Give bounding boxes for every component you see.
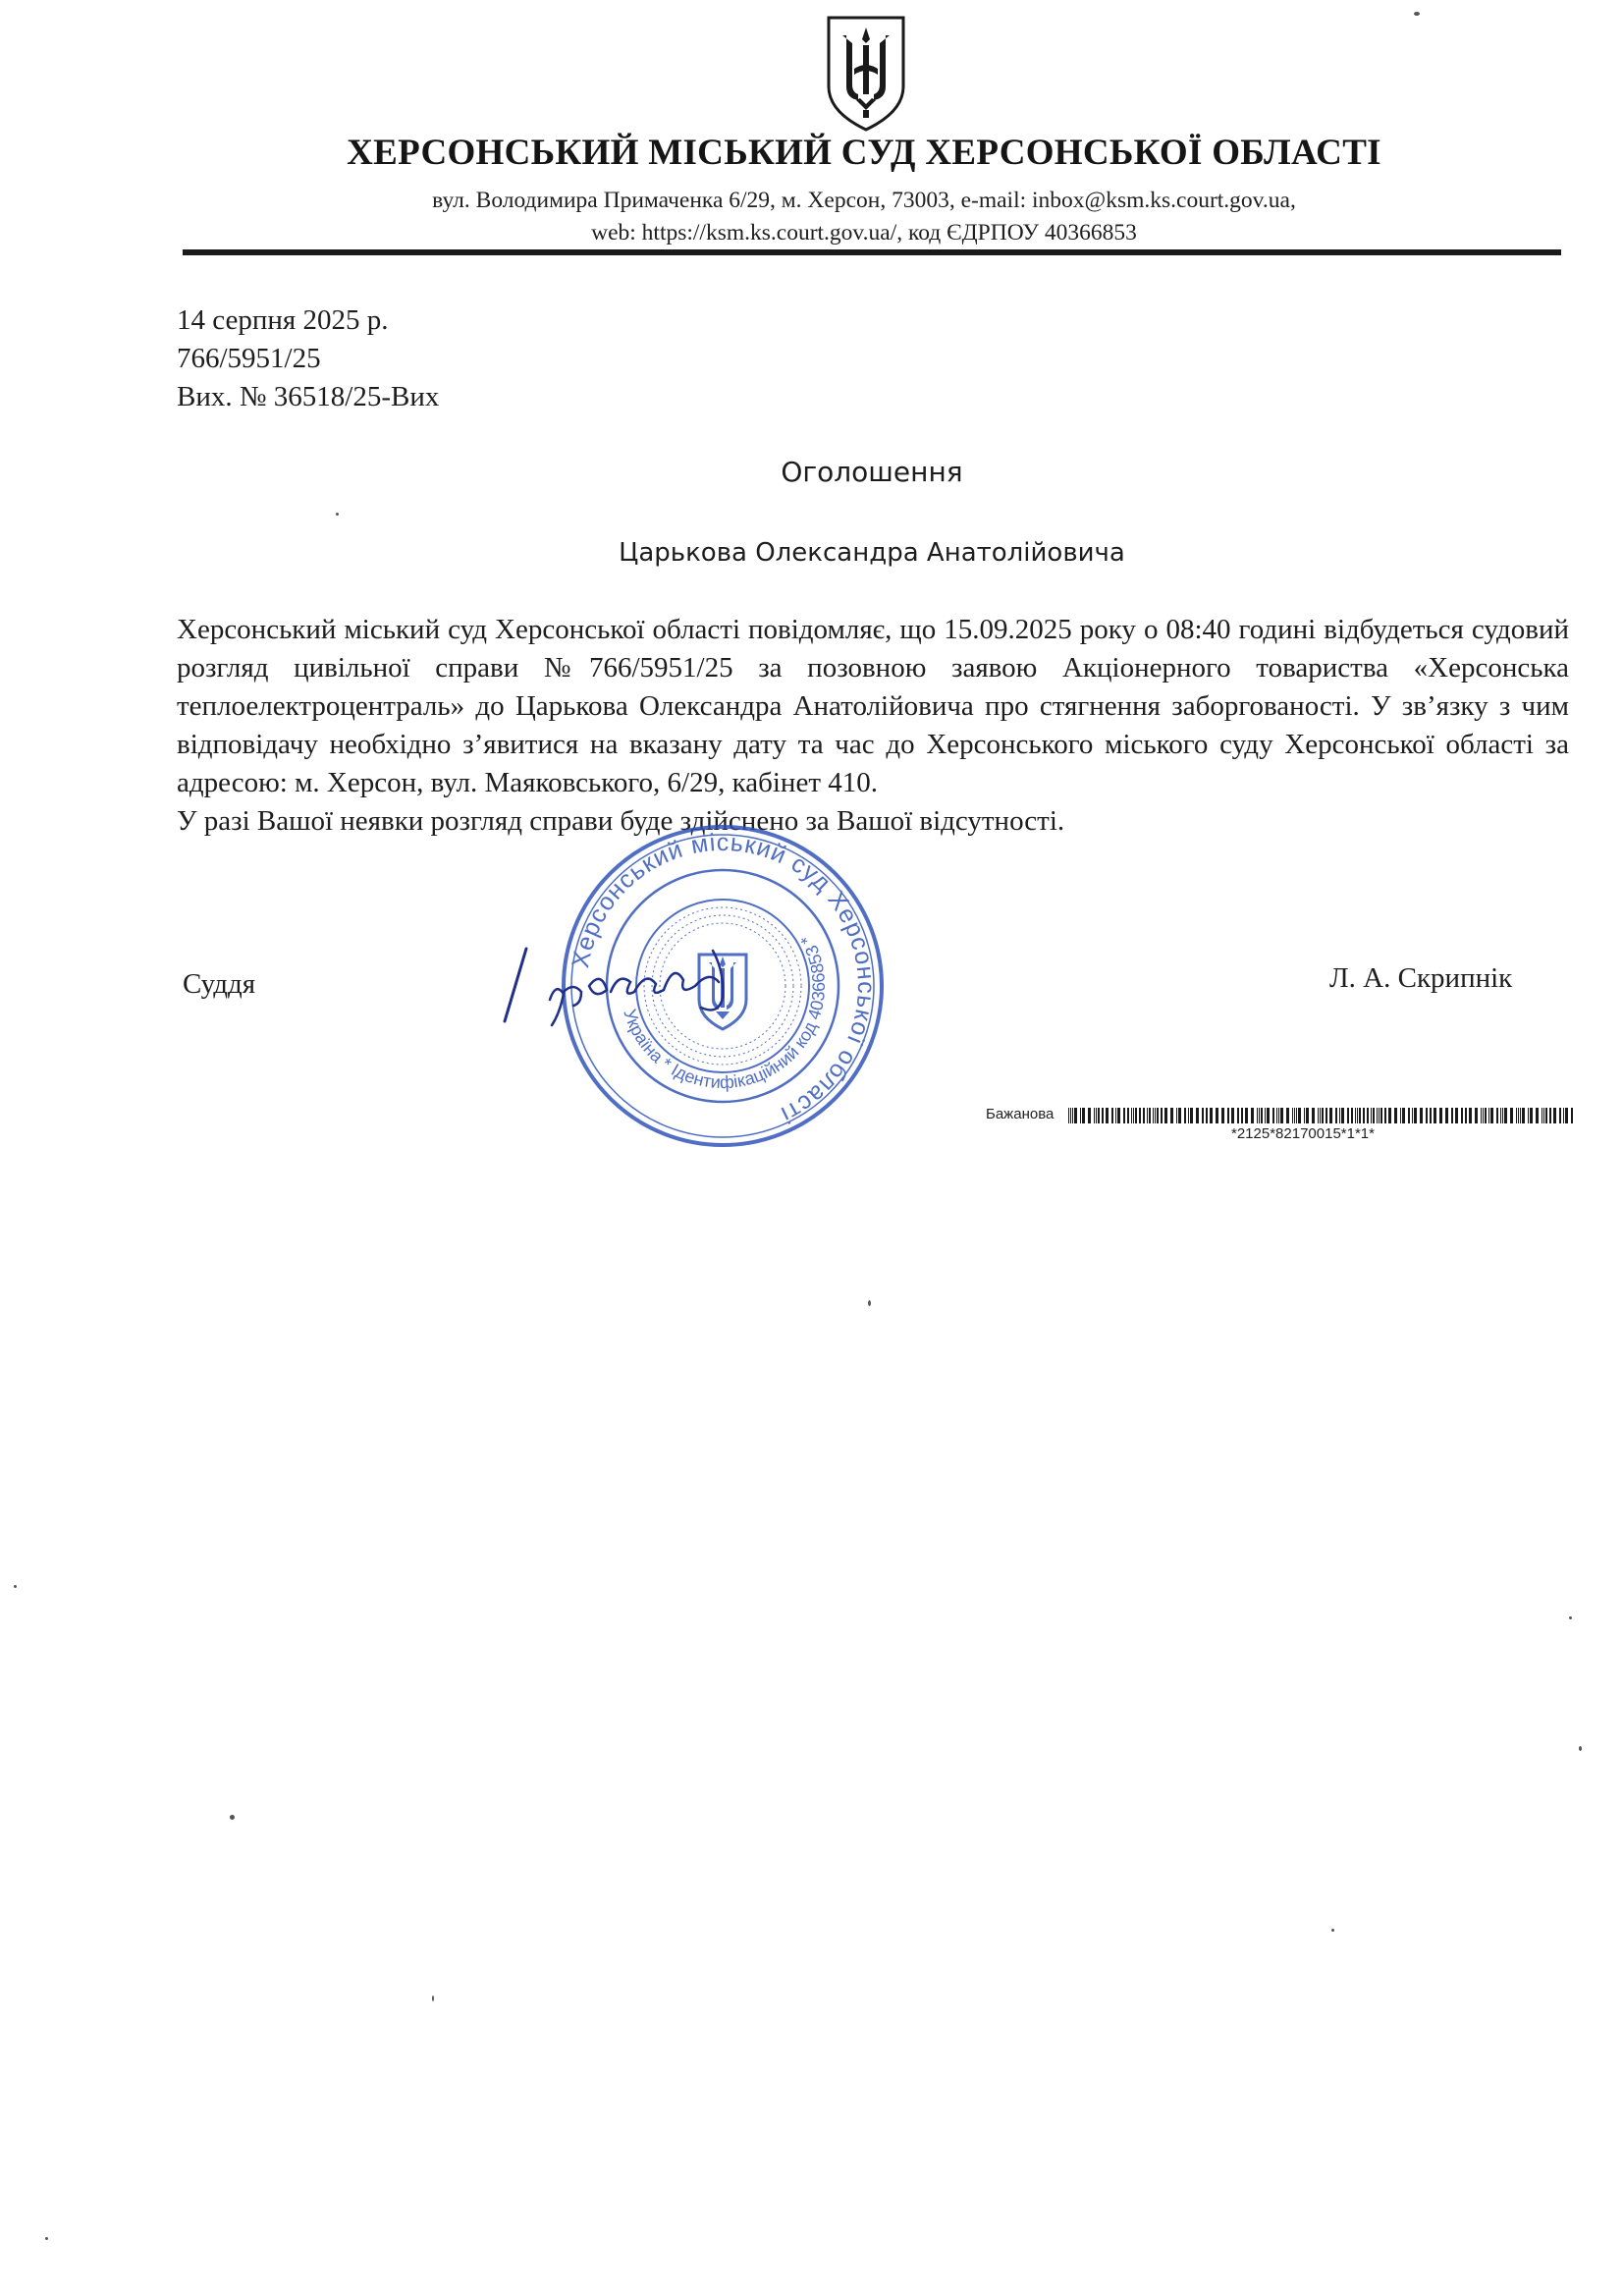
barcode-bar	[1147, 1108, 1148, 1123]
barcode-bar	[1469, 1108, 1472, 1123]
barcode-bar	[1261, 1108, 1263, 1123]
document-title: Оголошення	[781, 456, 963, 488]
barcode-bar	[1265, 1108, 1266, 1123]
barcode-bar	[1127, 1108, 1129, 1123]
barcode-bar	[1227, 1108, 1229, 1123]
barcode-bar	[1094, 1108, 1095, 1123]
barcode-bar	[1430, 1108, 1432, 1123]
outgoing-number: Вих. № 36518/25-Вих	[177, 381, 440, 412]
barcode-bar	[1339, 1108, 1340, 1123]
barcode-bar	[1318, 1108, 1319, 1123]
barcode-bar	[1123, 1108, 1125, 1123]
barcode-bar	[1322, 1108, 1324, 1123]
barcode-operator: Бажанова	[986, 1106, 1055, 1122]
barcode-bar	[1098, 1108, 1100, 1123]
barcode-bar	[1394, 1108, 1397, 1123]
barcode-bar	[1102, 1108, 1104, 1123]
barcode-bar	[1070, 1108, 1071, 1123]
barcode-bar	[1190, 1108, 1193, 1123]
barcode-bar	[1528, 1108, 1529, 1123]
barcode-bar	[1296, 1108, 1297, 1123]
judge-signature	[491, 943, 785, 1031]
scan-speck	[1414, 12, 1420, 16]
scan-speck	[336, 513, 339, 516]
barcode-bar	[1245, 1108, 1248, 1123]
barcode-bar	[1485, 1108, 1487, 1123]
barcode-bar	[1359, 1108, 1361, 1123]
barcode-bars	[1068, 1108, 1579, 1123]
barcode-bar	[1412, 1108, 1413, 1123]
barcode-bar	[1536, 1108, 1539, 1123]
document-meta	[177, 301, 439, 416]
barcode-bar	[1545, 1108, 1547, 1123]
notice-paragraph-2: У разі Вашої неявки розгляд справи буде здійснено за Вашої відсутності.	[177, 805, 1065, 837]
barcode-bar	[1231, 1108, 1234, 1123]
barcode-bar	[1496, 1108, 1498, 1123]
case-number: 766/5951/25	[177, 343, 321, 374]
barcode-bar	[1510, 1108, 1513, 1123]
scan-speck	[432, 1995, 434, 2001]
barcode-bar	[1351, 1108, 1353, 1123]
address-line-2: web: https://ksm.ks.court.gov.ua/, код ЄДРПОУ 40366853	[591, 220, 1137, 246]
barcode-bar	[1259, 1108, 1260, 1123]
barcode-bar	[1439, 1108, 1442, 1123]
barcode-bar	[1379, 1108, 1380, 1123]
barcode-bar	[1530, 1108, 1533, 1123]
barcode-bar	[1188, 1108, 1189, 1123]
barcode-bar	[1292, 1108, 1293, 1123]
barcode-bar	[1082, 1108, 1085, 1123]
barcode-bar	[1074, 1108, 1077, 1123]
barcode-bar	[1135, 1108, 1137, 1123]
judge-position-label: Суддя	[183, 968, 256, 1000]
barcode-bar	[1516, 1108, 1517, 1123]
barcode-bar	[1149, 1108, 1151, 1123]
barcode-bar	[1241, 1108, 1243, 1123]
barcode-bar	[1571, 1108, 1573, 1123]
barcode-bar	[1115, 1108, 1116, 1123]
scan-speck	[1579, 1746, 1582, 1751]
scan-speck	[14, 1585, 17, 1588]
barcode-bar	[1445, 1108, 1448, 1123]
barcode-bar	[1426, 1108, 1428, 1123]
barcode-bar	[1196, 1108, 1199, 1123]
barcode-bar	[1080, 1108, 1081, 1123]
barcode-bar	[1388, 1108, 1391, 1123]
barcode-bar	[1210, 1108, 1213, 1123]
barcode-bar	[1278, 1108, 1279, 1123]
barcode-bar	[1157, 1108, 1159, 1123]
barcode-bar	[1451, 1108, 1453, 1123]
barcode-bar	[1272, 1108, 1274, 1123]
barcode-bar	[1184, 1108, 1186, 1123]
barcode-bar	[1465, 1108, 1467, 1123]
barcode-bar	[1088, 1108, 1091, 1123]
barcode-bar	[1325, 1108, 1327, 1123]
barcode-bar	[1320, 1108, 1321, 1123]
barcode-bar	[1117, 1108, 1120, 1123]
barcode-bar	[1371, 1108, 1372, 1123]
barcode-bar	[1133, 1108, 1134, 1123]
barcode-bar	[1294, 1108, 1295, 1123]
coat-of-arms-icon	[823, 14, 909, 134]
barcode-bar	[1347, 1108, 1349, 1123]
barcode-bar	[1106, 1108, 1109, 1123]
barcode-bar	[1384, 1108, 1386, 1123]
barcode-bar	[1153, 1108, 1154, 1123]
barcode-bar	[1143, 1108, 1145, 1123]
barcode-bar	[1549, 1108, 1551, 1123]
court-address	[0, 185, 1623, 249]
barcode-bar	[1355, 1108, 1356, 1123]
address-line-1: вул. Володимира Примаченка 6/29, м. Херсон, 73003, e-mail: inbox@ksm.ks.court.gov.ua,	[432, 188, 1296, 213]
scan-speck	[1569, 1616, 1572, 1619]
barcode-bar	[1367, 1108, 1369, 1123]
barcode-bar	[1306, 1108, 1309, 1123]
barcode-bar	[1520, 1108, 1521, 1123]
barcode-bar	[1280, 1108, 1283, 1123]
barcode-bar	[1414, 1108, 1417, 1123]
barcode-bar	[1377, 1108, 1378, 1123]
barcode-bar	[1434, 1108, 1436, 1123]
barcode-bar	[1206, 1108, 1208, 1123]
scan-speck	[230, 1815, 235, 1820]
barcode-bar	[1068, 1108, 1069, 1123]
header-divider	[183, 249, 1561, 255]
barcode-bar	[1402, 1108, 1405, 1123]
document-date: 14 серпня 2025 р.	[177, 304, 389, 336]
barcode-bar	[1461, 1108, 1463, 1123]
barcode-bar	[1408, 1108, 1410, 1123]
barcode-bar	[1341, 1108, 1344, 1123]
barcode-bar	[1170, 1108, 1173, 1123]
barcode-bar	[1400, 1108, 1401, 1123]
barcode-bar	[1298, 1108, 1301, 1123]
barcode-bar	[1481, 1108, 1482, 1123]
barcode-bar	[1139, 1108, 1141, 1123]
notice-paragraph-1: Херсонський міський суд Херсонської області повідомляє, що 15.09.2025 року о 08:40 годині відбудеться судовий розгляд цивільної справи №766/5951/25 за позовною заявою Акціонерного товариства «Херсонська теплоелектроцентраль» до Царькова Олександра Анатолійовича про стягнення заборгованості. У зв’язку з чим відповідачу необхідно з’явитися на вказану дату та час до Херсонського міського суду Херсонської області за адресою: м. Херсон, вул. Маяковського, 6/29, кабінет 410.	[177, 614, 1569, 798]
barcode-bar	[1276, 1108, 1277, 1123]
scan-speck	[45, 2237, 48, 2240]
barcode-bar	[1420, 1108, 1423, 1123]
barcode-bar	[1553, 1108, 1556, 1123]
court-name: ХЕРСОНСЬКИЙ МІСЬКИЙ СУД ХЕРСОНСЬКОЇ ОБЛАСТІ	[347, 133, 1381, 173]
barcode-bar	[1373, 1108, 1375, 1123]
barcode-bar	[1488, 1108, 1489, 1123]
barcode-bar	[1483, 1108, 1484, 1123]
barcode-bar	[1304, 1108, 1305, 1123]
barcode-bar	[1490, 1108, 1493, 1123]
barcode-bar	[1312, 1108, 1315, 1123]
seal-inner-text: Україна * Ідентифікаційний код 40366853 *	[620, 931, 830, 1093]
barcode-bar	[1164, 1108, 1167, 1123]
barcode-bar	[1335, 1108, 1337, 1123]
barcode-bar	[1357, 1108, 1358, 1123]
barcode-bar	[1329, 1108, 1332, 1123]
barcode-bar	[1221, 1108, 1224, 1123]
barcode-bar	[1502, 1108, 1503, 1123]
barcode-bar	[1380, 1108, 1382, 1123]
barcode-bar	[1363, 1108, 1365, 1123]
barcode-bar	[1111, 1108, 1113, 1123]
barcode-bar	[1096, 1108, 1097, 1123]
barcode-bar	[1178, 1108, 1181, 1123]
barcode-bar	[1216, 1108, 1218, 1123]
seal-outer-text: Херсонський міський суд Херсонської області	[567, 828, 881, 1129]
barcode-bar	[1559, 1108, 1561, 1123]
barcode-bar	[1522, 1108, 1525, 1123]
barcode-bar	[1237, 1108, 1239, 1123]
barcode-bar	[1500, 1108, 1501, 1123]
barcode-number: *2125*82170015*1*1*	[1231, 1125, 1375, 1142]
barcode-bar	[1518, 1108, 1519, 1123]
notice-body	[177, 611, 1569, 841]
barcode-bar	[1155, 1108, 1156, 1123]
barcode-bar	[1563, 1108, 1564, 1123]
barcode-bar	[1072, 1108, 1073, 1123]
barcode-bar	[1257, 1108, 1258, 1123]
barcode-bar	[1176, 1108, 1177, 1123]
scan-speck	[1331, 1929, 1334, 1932]
barcode-bar	[1565, 1108, 1568, 1123]
barcode-bar	[1131, 1108, 1132, 1123]
scan-speck	[868, 1300, 871, 1306]
barcode-bar	[1286, 1108, 1289, 1123]
barcode-bar	[1543, 1108, 1544, 1123]
barcode-bar	[1267, 1108, 1270, 1123]
barcode-bar	[1251, 1108, 1254, 1123]
judge-name: Л. А. Скрипнік	[1329, 962, 1513, 994]
addressee: Царькова Олександра Анатолійовича	[619, 538, 1125, 568]
barcode-bar	[1161, 1108, 1163, 1123]
barcode-bar	[1202, 1108, 1204, 1123]
barcode-bar	[1475, 1108, 1478, 1123]
barcode-bar	[1455, 1108, 1458, 1123]
barcode-bar	[1504, 1108, 1507, 1123]
